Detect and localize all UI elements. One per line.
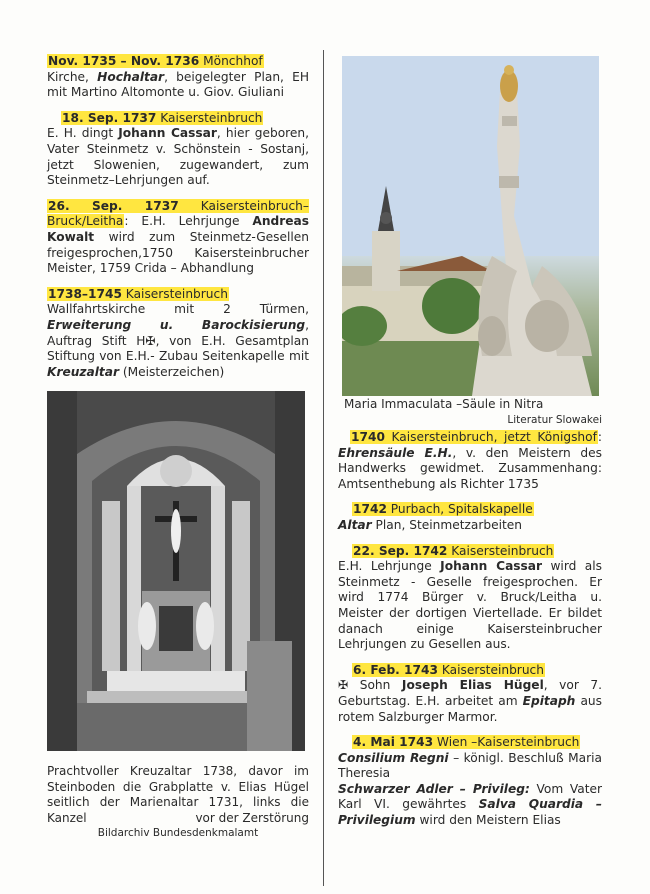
left-column: [47, 54, 309, 390]
caption-left: [47, 764, 309, 842]
entry-date: Nov. 1735 – Nov. 1736: [48, 54, 200, 68]
entry-date: 1740: [351, 430, 385, 444]
column-illustration: [342, 56, 599, 396]
caption-text: Maria Immaculata –Säule in Nitra: [344, 397, 544, 411]
mariensaeule-photo: [342, 56, 599, 396]
entry-date: 18. Sep. 1737: [62, 110, 157, 125]
entry-place: Kaisersteinbruch: [437, 662, 544, 677]
caption-text-2: vor der Zerstörung: [195, 810, 309, 825]
entry-place: Kaisersteinbruch–Bruck/Leitha: [47, 198, 309, 229]
entry-date: 26. Sep. 1737: [48, 198, 179, 213]
entry-date: 1742: [353, 502, 387, 517]
entry-body: ✠ Sohn Joseph Elias Hügel, vor 7. Geburtstag. E.H. arbeitet am Epitaph aus rotem Salzburger Marmor.: [338, 678, 602, 724]
entry-place: Mönchhof: [199, 54, 263, 68]
entry-body: E. H. dingt Johann Cassar, hier geboren, Vater Steinmetz v. Schönstein - Sostanj, jetzt Slowenien, zugewandert, zum Steinmetz–Lehrjungen auf.: [47, 126, 309, 188]
entry-body: E.H. Lehrjunge Johann Cassar wird als Steinmetz - Geselle freigesprochen. Er wird 1774 Bürger v. Bruck/Leitha u. Meister der dortigen Viertellade. Er bildet danach einige Kaisersteinbrucher Lehrjungen zu Gesellen aus.: [338, 559, 602, 652]
entry-date: 4. Mai 1743: [353, 735, 434, 750]
column-divider: [323, 50, 324, 886]
chronicle-entry: [47, 199, 309, 277]
entry-place: Kaisersteinbruch: [121, 286, 228, 301]
entry-date: 6. Feb. 1743: [353, 662, 438, 677]
caption-right: [344, 397, 602, 428]
entry-place: Wien –Kaisersteinbruch: [433, 735, 580, 750]
chronicle-entry: [338, 430, 602, 492]
entry-body: Consilium Regni – königl. Beschluß Maria Theresia Schwarzer Adler – Privileg: Vom Vater Karl VI. gewährtes Salva Quardia – Privilegium wird den Meistern Elias: [338, 750, 602, 828]
photo-credit: Literatur Slowakei: [507, 413, 602, 426]
entry-body: Kirche, Hochaltar, beigelegter Plan, EH mit Martino Altomonte u. Giov. Giuliani: [47, 69, 309, 100]
chronicle-entry: [47, 111, 309, 189]
chronicle-entry: [47, 287, 309, 381]
entry-body: : Ehrensäule E.H., v. den Meistern des Handwerks gewidmet. Zusammenhang: Amtsenthebung als Richter 1735: [338, 430, 602, 491]
kreuzaltar-photo: [47, 391, 305, 751]
entry-body: : E.H. Lehrjunge Andreas Kowalt wird zum Steinmetz-Gesellen freigesprochen,1750 Kaisersteinbrucher Meister, 1759 Crida – Abhandlung: [47, 214, 309, 276]
entry-place: Purbach, Spitalskapelle: [386, 502, 533, 517]
chronicle-entry: [47, 54, 309, 101]
entry-date: 22. Sep. 1742: [353, 543, 448, 558]
chronicle-entry: [338, 502, 602, 533]
altar-illustration: [47, 391, 305, 751]
chronicle-entry: [338, 663, 602, 725]
entry-date: 1738–1745: [48, 286, 122, 301]
entry-place: Kaisersteinbruch, jetzt Königshof: [384, 430, 597, 444]
entry-place: Kaisersteinbruch: [447, 543, 554, 558]
entry-body: Altar Plan, Steinmetzarbeiten: [338, 517, 522, 532]
caption-text: Prachtvoller Kreuzaltar 1738, davor im Steinboden die Grabplatte v. Elias Hügel seitlich der Marienaltar 1731, links die Kanzel: [47, 764, 309, 825]
entry-place: Kaisersteinbruch: [156, 110, 263, 125]
entry-body: Wallfahrtskirche mit 2 Türmen, Erweiterung u. Barockisierung, Auftrag Stift H✠, von E.H. Gesamtplan Stiftung von E.H.- Zubau Seitenkapelle mit Kreuzaltar (Meisterzeichen): [47, 302, 309, 379]
chronicle-entry: [338, 544, 602, 653]
chronicle-entry: [338, 735, 602, 829]
photo-credit: Bildarchiv Bundesdenkmalamt: [97, 827, 259, 839]
right-column: [338, 430, 602, 839]
